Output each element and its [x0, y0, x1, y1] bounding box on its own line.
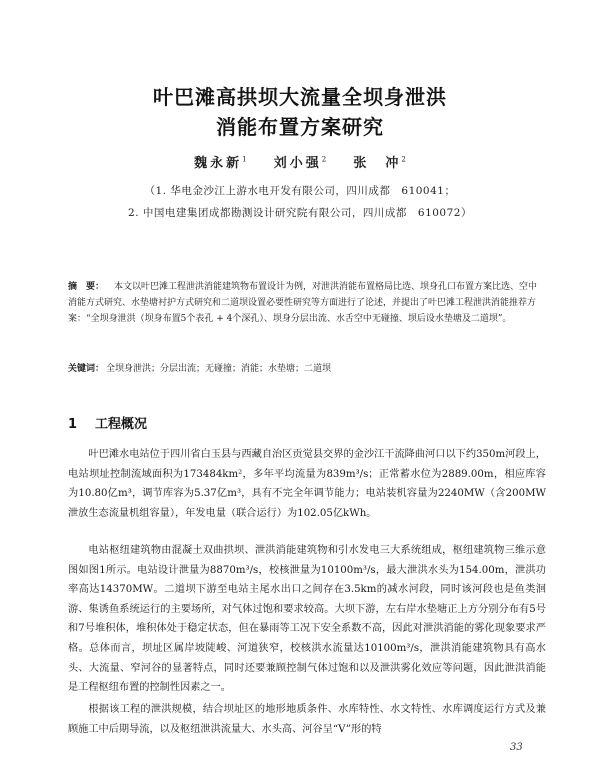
- section-title: 工程概况: [95, 417, 148, 432]
- section-number: 1: [68, 417, 78, 432]
- affiliation-line-1: （1. 华电金沙江上游水电开发有限公司，四川成都 610041；: [144, 185, 456, 197]
- author-list: [0, 152, 600, 171]
- abstract-label: 摘 要：: [68, 282, 105, 292]
- abstract-text: 本文以叶巴滩工程泄洪消能建筑物布置设计为例，对泄洪消能布置格局比选、坝身孔口布置方案比选、空中消能方式研究、水垫塘衬护方式研究和二道坝设置必要性研究等方面进行了论述，并提出了叶巴滩工程泄洪消能推荐方案：“全坝身泄洪（坝身布置5个表孔 + 4个深孔）、坝身分层出流、水舌空中无碰撞、坝后设水垫塘及二道坝”。: [68, 282, 538, 325]
- section-heading: [68, 413, 147, 432]
- body-paragraph-2: 电站枢纽建筑物由混凝土双曲拱坝、泄洪消能建筑物和引水发电三大系统组成，枢纽建筑物三维示意图如图1所示。电站设计泄量为8870m³/s，校核泄量为10100m³/s，最大泄洪水头为154.00m，泄洪功率高达14370MW。二道坝下游至电站主尾水出口之间存在3.5km的减水河段，同时该河段也是鱼类洄游、集诱鱼系统运行的主要场所，对气体过饱和要求较高。大坝下游，左右岸水垫塘正上方分别分布有5号和7号堆积体，堆积体处于稳定状态，但在暴雨等工况下安全系数不高，因此对泄洪消能的雾化现象要求严格。总体而言，坝址区属岸坡陡峻、河道狭窄，校核洪水流量达10100m³/s，泄洪消能建筑物具有高水头、大流量、窄河谷的显著特点，同时还要兼顾控制气体过饱和以及泄洪雾化效应等问题，因此泄洪消能是工程枢纽布置的控制性因素之一。: [68, 545, 546, 694]
- page-number: 33: [510, 742, 523, 753]
- keywords-text: 全坝身泄洪；分层出流；无碰撞；消能；水垫塘；二道坝: [106, 364, 332, 374]
- affiliation-line-2: 2. 中国电建集团成都勘测设计研究院有限公司，四川成都 610072）: [128, 207, 472, 219]
- author-1: 魏永新$^1$: [194, 155, 247, 171]
- author-2: 刘小强$^2$: [273, 155, 327, 171]
- keywords: [68, 361, 546, 374]
- abstract: [68, 279, 546, 328]
- paper-title-line-2: 消能布置方案研究: [216, 115, 384, 139]
- body-paragraph-1: 叶巴滩水电站位于四川省白玉县与西藏自治区贡觉县交界的金沙江干流降曲河口以下约350m河段上，电站坝址控制流域面积为173484km²，多年平均流量为839m³/s；正常蓄水位为2889.00m，相应库容为10.80亿m³，调节库容为5.37亿m³，具有不完全年调节能力；电站装机容量为2240MW（含200MW泄放生态流量机组容量），年发电量（联合运行）为102.05亿kWh。: [68, 449, 546, 519]
- paper-title-line-1: 叶巴滩高拱坝大流量全坝身泄洪: [153, 85, 447, 109]
- body-paragraph-3: 根据该工程的泄洪规模，结合坝址区的地形地质条件、水库特性、水文特性、水库调度运行方式及兼顾施工中后期导流，以及枢纽泄洪流量大、水头高、河谷呈“V”形的特: [68, 704, 546, 735]
- author-3: 张 冲$^2$: [353, 155, 406, 171]
- keywords-label: 关键词：: [68, 364, 105, 374]
